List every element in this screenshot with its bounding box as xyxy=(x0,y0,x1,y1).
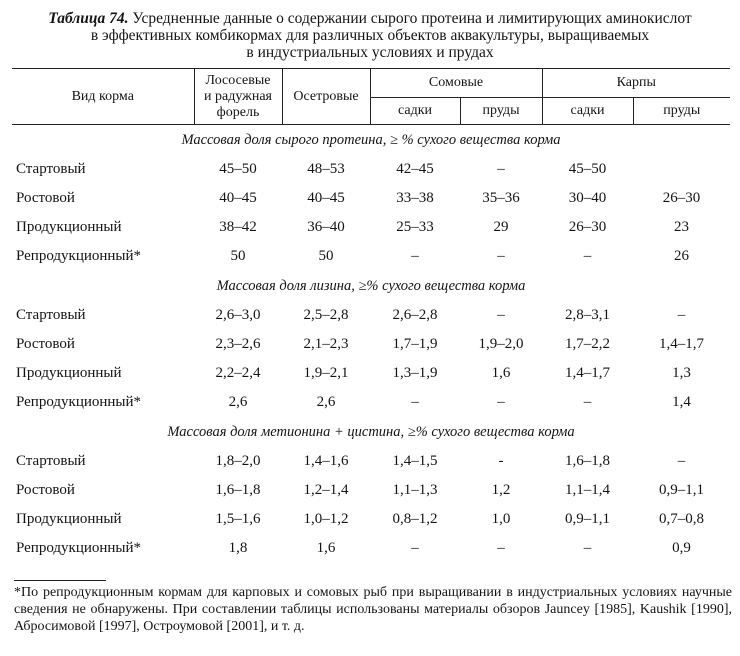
table-cell: 1,9–2,0 xyxy=(478,336,524,352)
table-cell: 0,9–1,1 xyxy=(659,482,704,498)
row-label: Стартовый xyxy=(16,453,86,469)
caption-line-2: в эффективных комбикормах для различных объектов аквакультуры, выращиваемых xyxy=(90,27,650,44)
table-cell: – xyxy=(411,540,419,556)
table-cell: 30–40 xyxy=(568,190,607,206)
table-cell: 0,8–1,2 xyxy=(392,511,438,527)
table-cell: 1,6 xyxy=(316,540,336,556)
table-cell: 45–50 xyxy=(568,161,607,177)
table-cell: 2,6 xyxy=(228,394,248,410)
table-cell: 1,6–1,8 xyxy=(215,482,261,498)
header-catfish-ponds: пруды xyxy=(460,98,542,125)
table-cell xyxy=(633,155,730,184)
table-cell: 50 xyxy=(230,248,246,264)
table-cell: – xyxy=(497,248,505,264)
table-cell: 1,7–1,9 xyxy=(392,336,438,352)
table-cell: 2,6–2,8 xyxy=(392,307,438,323)
row-label: Ростовой xyxy=(16,190,75,206)
table-cell: 40–45 xyxy=(307,190,345,206)
table-row xyxy=(12,476,730,505)
row-label: Стартовый xyxy=(16,161,86,177)
table-caption xyxy=(0,10,740,61)
section-title: Массовая доля сырого протеина, ≥ % сухого вещества корма xyxy=(12,125,730,156)
row-label: Репродукционный* xyxy=(16,248,142,264)
row-label: Ростовой xyxy=(16,482,75,498)
row-label: Репродукционный* xyxy=(16,394,142,410)
table-cell: 1,3 xyxy=(672,365,691,381)
table-cell: – xyxy=(583,394,592,410)
table-cell: 1,5–1,6 xyxy=(215,511,261,527)
table-cell: – xyxy=(677,307,686,323)
table-row xyxy=(12,505,730,534)
table-cell: 2,8–3,1 xyxy=(565,307,610,323)
table-cell: 1,6 xyxy=(491,365,511,381)
table-cell: 1,8 xyxy=(228,540,248,556)
section-header xyxy=(12,125,730,156)
row-label: Ростовой xyxy=(16,336,75,352)
table-cell: 40–45 xyxy=(219,190,257,206)
table-row xyxy=(12,359,730,388)
caption-line-3: в индустриальных условиях и прудах xyxy=(246,44,494,61)
table-body xyxy=(12,125,730,564)
table-row xyxy=(12,155,730,184)
table-row xyxy=(12,301,730,330)
row-label: Репродукционный* xyxy=(16,540,142,556)
table-cell: 1,8–2,0 xyxy=(215,453,261,469)
table-cell: 25–33 xyxy=(396,219,434,235)
table-cell: – xyxy=(583,248,592,264)
table-row xyxy=(12,447,730,476)
table-cell: 36–40 xyxy=(307,219,345,235)
table-cell: 26–30 xyxy=(662,190,701,206)
header-carp-cages: садки xyxy=(542,98,633,125)
table-cell: 1,4–1,7 xyxy=(659,336,704,352)
section-title: Массовая доля метионина + цистина, ≥% сухого вещества корма xyxy=(167,423,575,440)
table-cell: 1,6–1,8 xyxy=(565,453,610,469)
table-cell: 1,4 xyxy=(672,394,691,410)
nutrition-table xyxy=(12,68,730,563)
table-cell: - xyxy=(498,453,504,469)
table-cell: 29 xyxy=(493,219,509,235)
table-cell: 48–53 xyxy=(307,161,345,177)
table-cell: 0,7–0,8 xyxy=(659,511,704,527)
table-cell: 1,4–1,7 xyxy=(565,365,610,381)
table-cell: 35–36 xyxy=(482,190,520,206)
header-carp-ponds: пруды xyxy=(633,98,730,125)
header-catfish: Сомовые xyxy=(370,69,542,98)
table-cell: – xyxy=(497,540,505,556)
table-cell: 42–45 xyxy=(396,161,434,177)
row-label: Продукционный xyxy=(16,511,122,527)
table-cell: 33–38 xyxy=(396,190,434,206)
table-row xyxy=(12,330,730,359)
table-cell: – xyxy=(497,161,505,177)
table-cell: 45–50 xyxy=(219,161,257,177)
table-cell: 1,3–1,9 xyxy=(392,365,438,381)
table-cell: 2,2–2,4 xyxy=(215,365,261,381)
table-cell: 1,9–2,1 xyxy=(303,365,349,381)
table-cell: 1,0 xyxy=(491,511,511,527)
table-cell: 2,1–2,3 xyxy=(303,336,349,352)
table-cell: 26–30 xyxy=(568,219,607,235)
table-row xyxy=(12,213,730,242)
table-cell: 1,2 xyxy=(491,482,511,498)
table-cell: – xyxy=(411,394,419,410)
table-cell: 2,3–2,6 xyxy=(215,336,261,352)
table-cell: 1,0–1,2 xyxy=(303,511,349,527)
table-row xyxy=(12,534,730,563)
header-sturgeon: Осетровые xyxy=(282,69,370,125)
table-cell: 1,1–1,4 xyxy=(565,482,610,498)
header-salmon: Лососевые и радужная форель xyxy=(194,69,282,125)
table-cell: 26 xyxy=(674,248,689,264)
table-cell: – xyxy=(411,248,419,264)
header-carp: Карпы xyxy=(542,69,730,98)
table-cell: – xyxy=(677,453,686,469)
table-cell: 2,5–2,8 xyxy=(303,307,349,323)
table-cell: 0,9 xyxy=(672,540,691,556)
table-cell: 1,7–2,2 xyxy=(565,336,610,352)
table-cell: 38–42 xyxy=(219,219,257,235)
table-row xyxy=(12,388,730,417)
footnote-divider xyxy=(14,580,106,581)
table-cell: – xyxy=(497,307,505,323)
table-cell: 23 xyxy=(674,219,689,235)
table-cell: 2,6 xyxy=(316,394,336,410)
section-title: Массовая доля лизина, ≥% сухого вещества корма xyxy=(216,277,526,294)
table-cell: 1,1–1,3 xyxy=(392,482,438,498)
table-cell: 0,9–1,1 xyxy=(565,511,610,527)
section-header xyxy=(12,417,730,447)
caption-line-1: Усредненные данные о содержании сырого протеина и лимитирующих аминокислот xyxy=(132,10,692,27)
header-catfish-cages: садки xyxy=(370,98,460,125)
header-feed-type: Вид корма xyxy=(12,69,194,125)
row-label: Продукционный xyxy=(16,219,122,235)
table-cell: 1,2–1,4 xyxy=(303,482,349,498)
table-cell: 1,4–1,6 xyxy=(303,453,349,469)
row-label: Стартовый xyxy=(16,307,86,323)
table-cell: – xyxy=(497,394,505,410)
table-cell: 50 xyxy=(318,248,334,264)
table-cell: 1,4–1,5 xyxy=(392,453,438,469)
table-cell: – xyxy=(583,540,592,556)
section-header xyxy=(12,271,730,301)
table-row xyxy=(12,184,730,213)
footnote: *По репродукционным кормам для карповых и сомовых рыб при выращивании в индустриальных условиях научные сведения не обнаружены. При составлении таблицы использованы материалы обзоров Jauncey [1985], Kaushik [1990], Абросимовой [1997], Остроумовой [2001], и т. д. xyxy=(14,585,732,634)
table-cell: 2,6–3,0 xyxy=(215,307,261,323)
table-row xyxy=(12,242,730,271)
table-number: Таблица 74. xyxy=(48,10,129,27)
row-label: Продукционный xyxy=(16,365,122,381)
